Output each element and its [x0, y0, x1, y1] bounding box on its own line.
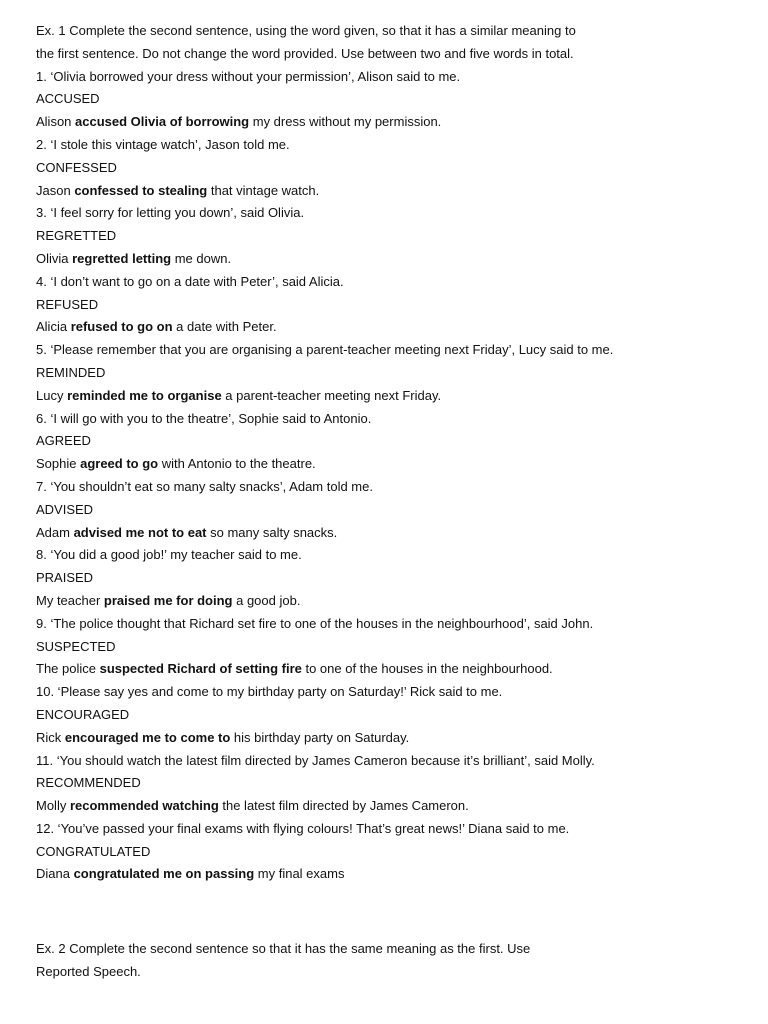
item-answer — [36, 453, 736, 476]
item-keyword: REGRETTED — [36, 228, 117, 244]
ex1-section — [36, 20, 736, 886]
answer-key-phrase: advised me not to eat — [73, 524, 207, 540]
item-prompt: 10. ‘Please say yes and come to my birthday party on Saturday!’ Rick said to me. — [36, 684, 503, 700]
answer-key-phrase: accused Olivia of borrowing — [75, 114, 250, 130]
item-keyword: CONGRATULATED — [36, 843, 151, 859]
item-answer — [36, 658, 736, 681]
answer-start: Adam — [36, 524, 74, 540]
answer-end: to one of the houses in the neighbourhood. — [301, 661, 553, 677]
answer-end: me down. — [171, 250, 232, 266]
ex2-section — [36, 938, 736, 984]
section-spacer — [36, 886, 736, 938]
item-prompt: 5. ‘Please remember that you are organising a parent-teacher meeting next Friday’, Lucy said to me. — [36, 342, 614, 358]
item-answer — [36, 316, 736, 339]
item-keyword: SUSPECTED — [36, 638, 116, 654]
item-keyword: CONFESSED — [36, 159, 117, 175]
exercise-item-11 — [36, 750, 736, 818]
answer-end: his birthday party on Saturday. — [230, 729, 410, 745]
exercise-item-3 — [36, 202, 736, 270]
item-keyword: AGREED — [36, 433, 91, 449]
answer-key-phrase: agreed to go — [80, 456, 159, 472]
answer-key-phrase: praised me for doing — [103, 592, 233, 608]
answer-end: my final exams — [254, 866, 345, 882]
answer-key-phrase: regretted letting — [72, 250, 172, 266]
ex2-instructions-line-1: Ex. 2 Complete the second sentence so that it has the same meaning as the first. Use — [36, 941, 531, 957]
answer-start: Olivia — [36, 250, 73, 266]
exercise-item-1 — [36, 66, 736, 134]
item-answer — [36, 111, 736, 134]
answer-key-phrase: congratulated me on passing — [73, 866, 255, 882]
item-answer — [36, 180, 736, 203]
exercise-item-10 — [36, 681, 736, 749]
item-prompt: 9. ‘The police thought that Richard set fire to one of the houses in the neighbourhood’, said John. — [36, 615, 594, 631]
item-keyword: ACCUSED — [36, 91, 100, 107]
answer-end: my dress without my permission. — [249, 114, 442, 130]
item-answer — [36, 795, 736, 818]
answer-end: that vintage watch. — [207, 182, 320, 198]
item-prompt: 1. ‘Olivia borrowed your dress without your permission’, Alison said to me. — [36, 68, 461, 84]
answer-start: Alicia — [36, 319, 71, 335]
ex1-instructions-line-1: Ex. 1 Complete the second sentence, using the word given, so that it has a similar meaning to — [36, 23, 576, 38]
ex1-instructions-line-2: the first sentence. Do not change the word provided. Use between two and five words in total. — [36, 45, 574, 61]
exercise-item-2 — [36, 134, 736, 202]
answer-end: so many salty snacks. — [206, 524, 338, 540]
item-prompt: 12. ‘You’ve passed your final exams with flying colours! That’s great news!’ Diana said to me. — [36, 820, 570, 836]
item-answer — [36, 522, 736, 545]
item-keyword: PRAISED — [36, 570, 94, 586]
answer-start: Alison — [36, 114, 76, 130]
item-prompt: 11. ‘You should watch the latest film directed by James Cameron because it’s brilliant’, said Molly. — [36, 752, 595, 768]
answer-key-phrase: confessed to stealing — [74, 182, 208, 198]
answer-start: Jason — [36, 182, 75, 198]
exercise-item-5 — [36, 339, 736, 407]
item-prompt: 6. ‘I will go with you to the theatre’, Sophie said to Antonio. — [36, 410, 372, 426]
item-prompt: 4. ‘I don’t want to go on a date with Peter’, said Alicia. — [36, 273, 344, 289]
item-prompt: 2. ‘I stole this vintage watch’, Jason told me. — [36, 136, 290, 152]
item-answer — [36, 863, 736, 886]
exercise-item-8 — [36, 544, 736, 612]
item-keyword: ENCOURAGED — [36, 706, 130, 722]
exercise-item-12 — [36, 818, 736, 886]
item-prompt: 8. ‘You did a good job!’ my teacher said to me. — [36, 547, 302, 563]
answer-start: Molly — [36, 798, 70, 814]
ex2-instructions-line-2: Reported Speech. — [36, 964, 141, 980]
exercise-item-6 — [36, 408, 736, 476]
answer-end: the latest film directed by James Cameron. — [218, 798, 469, 814]
answer-start: Sophie — [36, 456, 81, 472]
item-prompt: 7. ‘You shouldn’t eat so many salty snacks’, Adam told me. — [36, 478, 373, 494]
item-keyword: ADVISED — [36, 501, 94, 517]
answer-start: Lucy — [36, 387, 68, 403]
answer-start: Diana — [36, 866, 74, 882]
answer-key-phrase: encouraged me to come to — [64, 729, 231, 745]
answer-start: The police — [36, 661, 100, 677]
item-answer — [36, 248, 736, 271]
answer-end: with Antonio to the theatre. — [158, 456, 316, 472]
exercise-item-4 — [36, 271, 736, 339]
answer-key-phrase: refused to go on — [70, 319, 173, 335]
answer-start: Rick — [36, 729, 65, 745]
answer-key-phrase: suspected Richard of setting fire — [99, 661, 302, 677]
item-keyword: REMINDED — [36, 364, 106, 380]
answer-key-phrase: reminded me to organise — [67, 387, 222, 403]
item-keyword: REFUSED — [36, 296, 99, 312]
exercise-item-7 — [36, 476, 736, 544]
item-keyword: RECOMMENDED — [36, 775, 141, 791]
answer-end: a good job. — [232, 592, 301, 608]
answer-key-phrase: recommended watching — [69, 798, 219, 814]
item-answer — [36, 385, 736, 408]
document-page — [36, 20, 736, 984]
answer-end: a date with Peter. — [172, 319, 277, 335]
item-answer — [36, 727, 736, 750]
item-answer — [36, 590, 736, 613]
exercise-item-9 — [36, 613, 736, 681]
answer-end: a parent-teacher meeting next Friday. — [221, 387, 442, 403]
item-prompt: 3. ‘I feel sorry for letting you down’, said Olivia. — [36, 205, 305, 221]
answer-start: My teacher — [36, 592, 104, 608]
